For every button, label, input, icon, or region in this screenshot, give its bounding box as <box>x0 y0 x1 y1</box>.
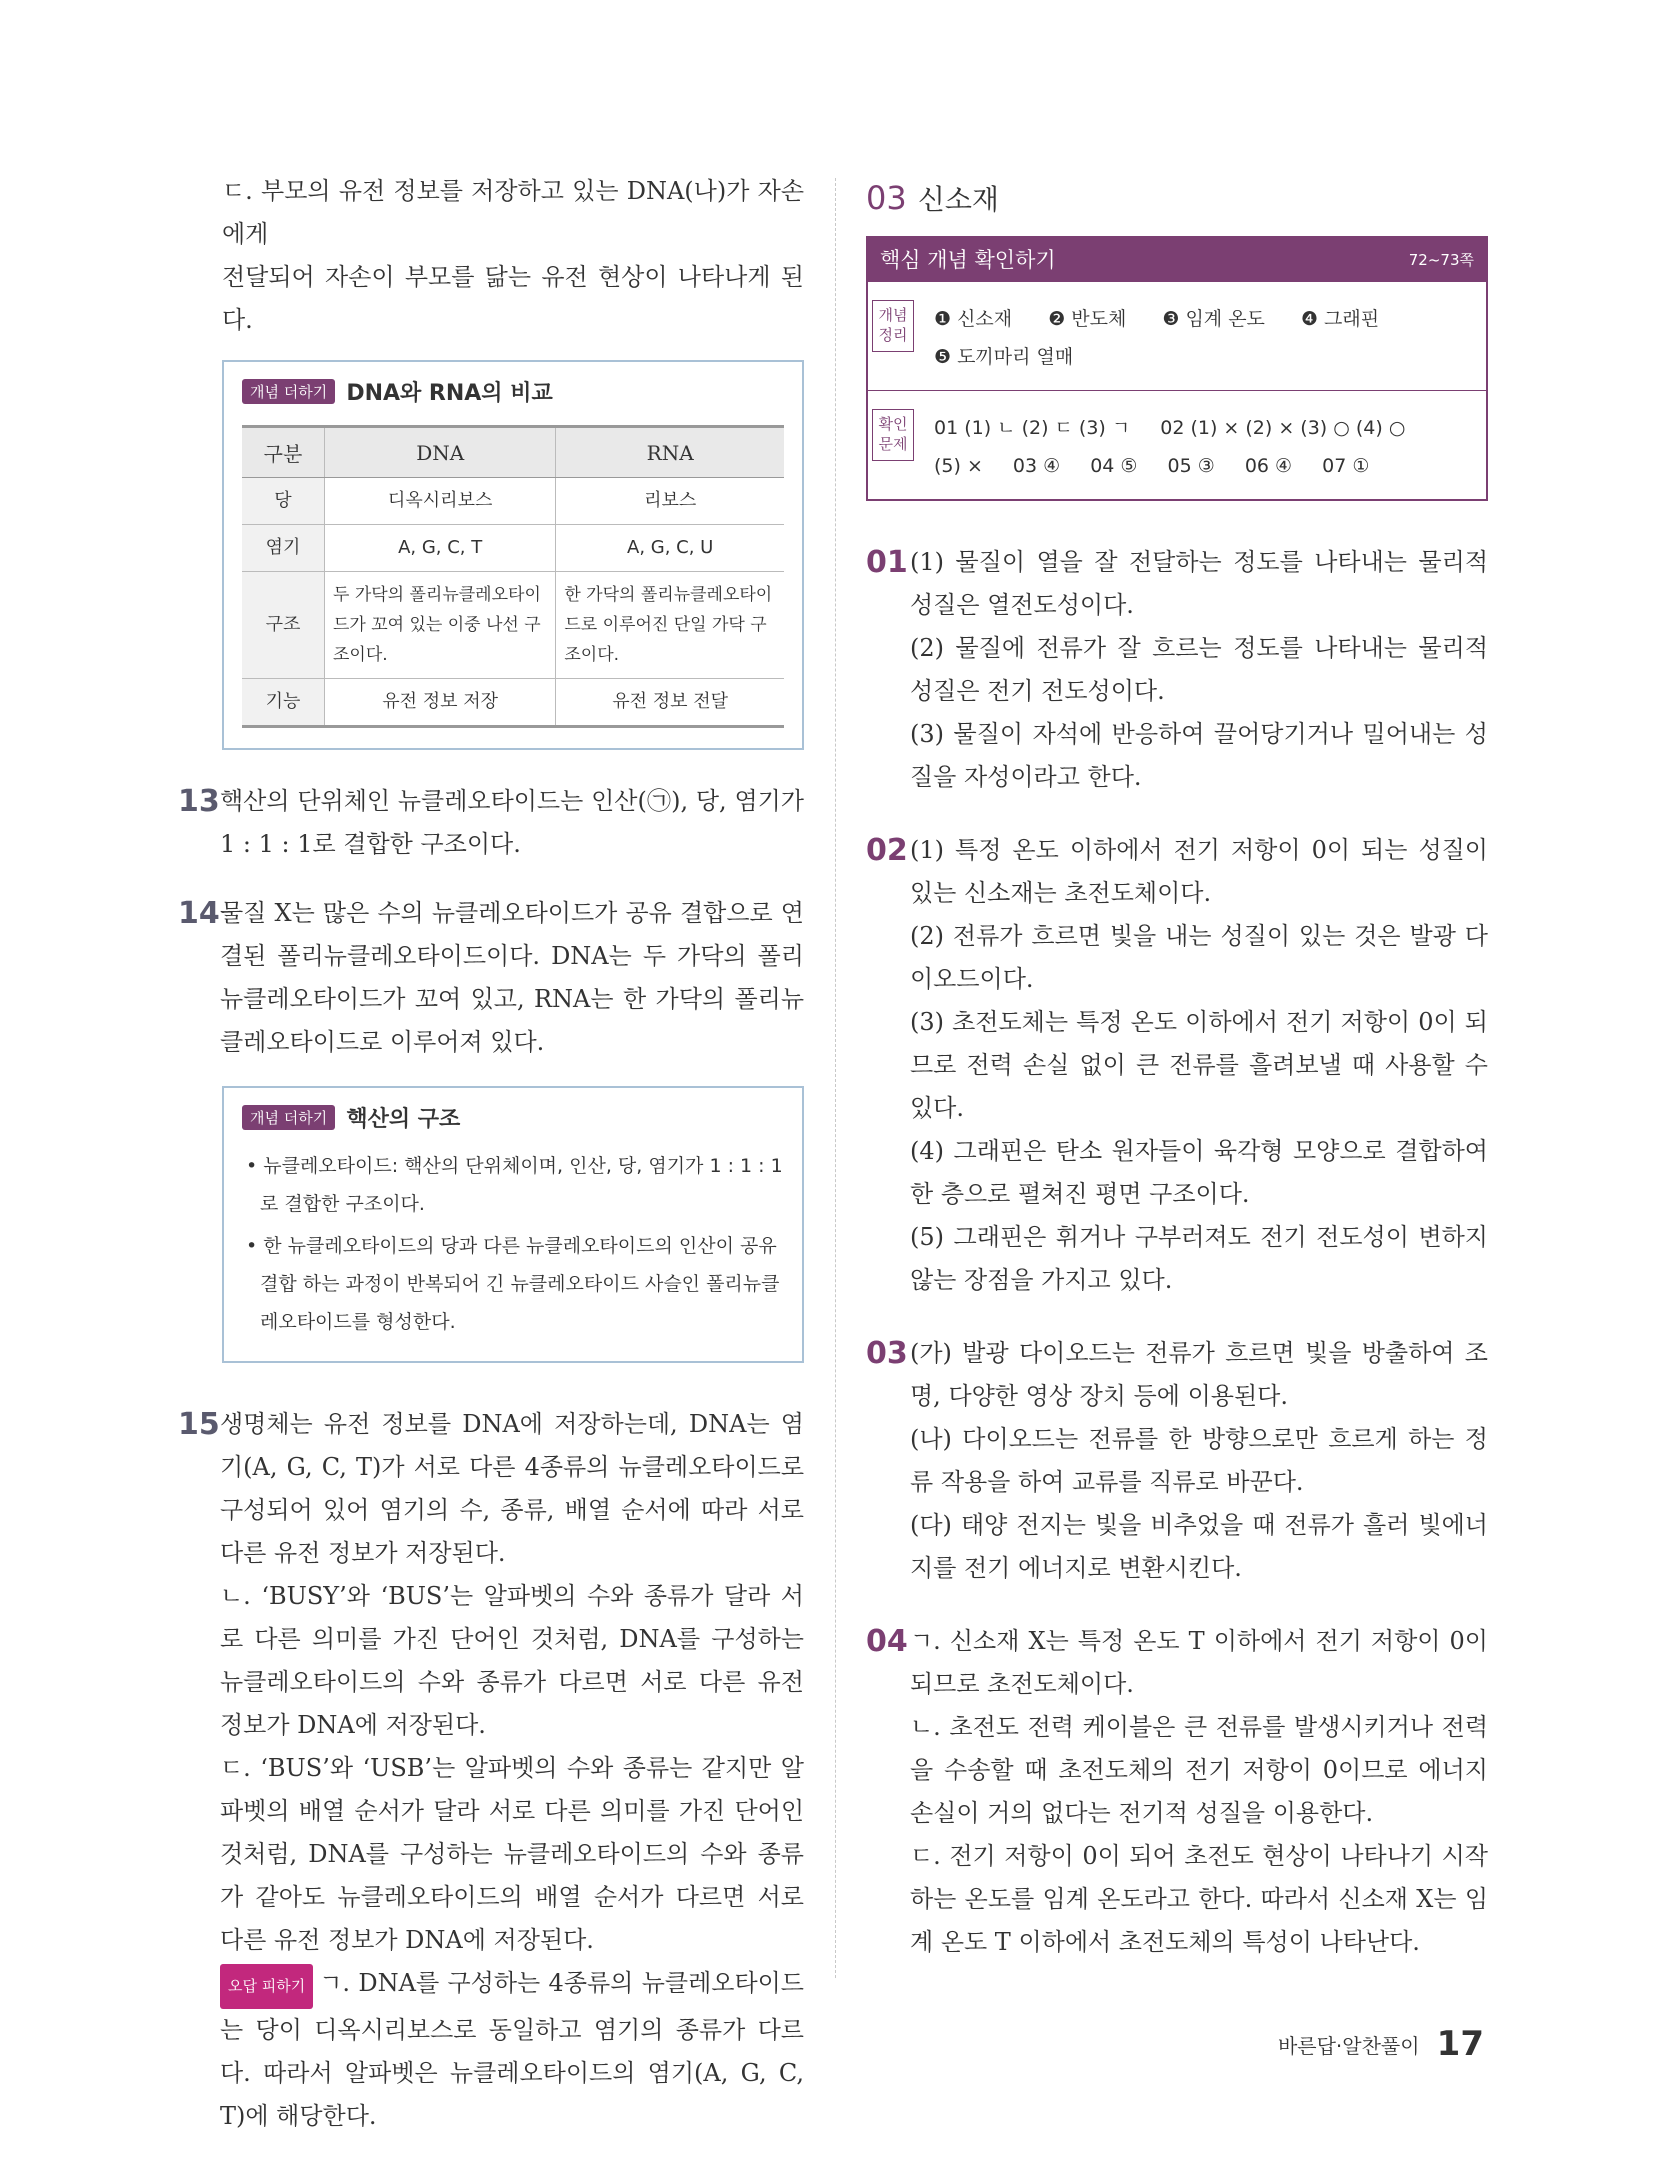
row-header: 염기 <box>242 525 325 572</box>
answer-item: 05 ③ <box>1167 455 1215 477</box>
concept-box-dna-rna <box>222 360 804 750</box>
section-heading <box>866 178 1488 218</box>
answer-line: (2) 전류가 흐르면 빛을 내는 성질이 있는 것은 발광 다이오드이다. <box>910 922 1488 993</box>
answer-line: (4) 그래핀은 탄소 원자들이 육각형 모양으로 결합하여 한 층으로 펼쳐진 평면 구조이다. <box>910 1137 1488 1208</box>
row-header: 기능 <box>242 679 325 727</box>
answer-line: (1) 물질이 열을 잘 전달하는 정도를 나타내는 물리적 성질은 열전도성이다. <box>910 548 1488 619</box>
question-number: 14 <box>178 896 220 931</box>
table-header: DNA <box>325 427 556 478</box>
answer-02 <box>866 829 1488 1302</box>
table-cell: 두 가닥의 폴리뉴클레오타이드가 꼬여 있는 이중 나선 구조이다. <box>325 572 556 679</box>
answer-item: 02 (1) × (2) × (3) ○ (4) ○ <box>1160 417 1406 439</box>
question-15 <box>178 1403 804 2138</box>
intro-line-2: 전달되어 자손이 부모를 닮는 유전 현상이 나타나게 된다. <box>222 263 804 334</box>
table-header: RNA <box>556 427 784 478</box>
answer-line: (3) 초전도체는 특정 온도 이하에서 전기 저항이 0이 되므로 전력 손실 없이 큰 전류를 흘려보낼 때 사용할 수 있다. <box>910 1008 1488 1122</box>
concept-box-title: DNA와 RNA의 비교 <box>346 381 553 406</box>
table-header-row <box>242 427 784 478</box>
answer-item: 06 ④ <box>1244 455 1293 477</box>
table-cell: 한 가닥의 폴리뉴클레오타이드로 이루어진 단일 가닥 구조이다. <box>556 572 784 679</box>
concept-item: ❸ 임계 온도 <box>1162 308 1265 330</box>
answer-number: 03 <box>866 1336 908 1371</box>
question-number: 15 <box>178 1407 220 1442</box>
page-number: 17 <box>1436 2024 1484 2064</box>
bullet-item: • 한 뉴클레오타이드의 당과 다른 뉴클레오타이드의 인산이 공유 결합 하는 과정이 반복되어 긴 뉴클레오타이드 사슬인 폴리뉴클레오타이드를 형성한다. <box>246 1235 780 1333</box>
page-range: 72~73쪽 <box>1408 250 1474 269</box>
row-header: 구조 <box>242 572 325 679</box>
check-problem-row <box>868 390 1486 499</box>
intro-line-1: ㄷ. 부모의 유전 정보를 저장하고 있는 DNA(나)가 자손에게 <box>222 177 804 248</box>
question-text: 물질 X는 많은 수의 뉴클레오타이드가 공유 결합으로 연결된 폴리뉴클레오타이드이다. DNA는 두 가닥의 폴리뉴클레오타이드가 꼬여 있고, RNA는 한 가닥의 폴리뉴클레오타이드로 이루어져 있다. <box>220 899 804 1056</box>
table-header: 구분 <box>242 427 325 478</box>
answer-item: 01 (1) ㄴ (2) ㄷ (3) ㄱ <box>934 417 1131 439</box>
answer-01 <box>866 541 1488 799</box>
table-cell: 유전 정보 전달 <box>556 679 784 727</box>
answer-line: ㄴ. 초전도 전력 케이블은 큰 전류를 발생시키거나 전력을 수송할 때 초전도체의 전기 저항이 0이므로 에너지 손실이 거의 없다는 전기적 성질을 이용한다. <box>910 1713 1488 1827</box>
answer-04 <box>866 1620 1488 1964</box>
left-column <box>178 170 804 2138</box>
question-14 <box>178 892 804 1064</box>
answer-line: (5) 그래핀은 휘거나 구부러져도 전기 전도성이 변하지 않는 장점을 가지고 있다. <box>910 1223 1488 1294</box>
table-row <box>242 525 784 572</box>
answer-line: (다) 태양 전지는 빛을 비추었을 때 전류가 흘러 빛에너지를 전기 에너지로 변환시킨다. <box>910 1511 1488 1582</box>
answer-line: (2) 물질에 전류가 잘 흐르는 정도를 나타내는 물리적 성질은 전기 전도성이다. <box>910 634 1488 705</box>
avoid-wrong-badge: 오답 피하기 <box>220 1964 313 2009</box>
core-concept-title: 핵심 개념 확인하기 <box>880 248 1056 272</box>
paragraph-wrong <box>220 1962 804 2138</box>
paragraph: ㄷ. ‘BUS’와 ‘USB’는 알파벳의 수와 종류는 같지만 알파벳의 배열 순서가 달라 서로 다른 의미를 가진 단어인 것처럼, DNA를 구성하는 뉴클레오타이드의 수와 종류가 같아도 뉴클레오타이드의 배열 순서가 다르면 서로 다른 유전 정보가 DNA에 저장된다. <box>220 1754 804 1954</box>
concept-box-nucleic-acid <box>222 1086 804 1363</box>
concept-item: ❹ 그래핀 <box>1300 308 1380 330</box>
table-cell: 리보스 <box>556 478 784 525</box>
table-cell: A, G, C, T <box>325 525 556 572</box>
concept-plus-badge: 개념 더하기 <box>242 379 335 404</box>
answer-item: 04 ⑤ <box>1090 455 1138 477</box>
paragraph: ㄴ. ‘BUSY’와 ‘BUS’는 알파벳의 수와 종류가 달라 서로 다른 의미를 가진 단어인 것처럼, DNA를 구성하는 뉴클레오타이드의 수와 종류가 다르면 서로 다른 유전 정보가 DNA에 저장된다. <box>220 1582 804 1739</box>
answer-number: 02 <box>866 833 908 868</box>
table-row <box>242 478 784 525</box>
check-problem-tag: 확인문제 <box>872 409 914 461</box>
answer-body <box>910 1620 1488 1964</box>
table-row <box>242 679 784 727</box>
row-header: 당 <box>242 478 325 525</box>
answer-line: (나) 다이오드는 전류를 한 방향으로만 흐르게 하는 정류 작용을 하여 교류를 직류로 바꾼다. <box>910 1425 1488 1496</box>
table-cell: 유전 정보 저장 <box>325 679 556 727</box>
answer-item: 03 ④ <box>1012 455 1061 477</box>
table-cell: 디옥시리보스 <box>325 478 556 525</box>
concept-item: ❶ 신소재 <box>934 308 1013 330</box>
page-footer <box>1278 2024 1484 2064</box>
column-divider <box>835 178 837 1978</box>
concept-item: ❺ 도끼마리 열매 <box>934 346 1074 368</box>
section-title: 신소재 <box>917 183 999 216</box>
concept-item: ❷ 반도체 <box>1048 308 1127 330</box>
table-cell: A, G, C, U <box>556 525 784 572</box>
concept-summary-tag: 개념정리 <box>872 300 914 352</box>
concept-plus-badge: 개념 더하기 <box>242 1105 335 1130</box>
answer-line: ㄷ. 전기 저항이 0이 되어 초전도 현상이 나타나기 시작하는 온도를 임계 온도라고 한다. 따라서 신소재 X는 임계 온도 T 이하에서 초전도체의 특성이 나타난다. <box>910 1842 1488 1956</box>
core-concept-header <box>868 236 1486 282</box>
bullet-item: • 뉴클레오타이드: 핵산의 단위체이며, 인산, 당, 염기가 1 : 1 : 1로 결합한 구조이다. <box>246 1155 783 1215</box>
paragraph-text: ㄱ. DNA를 구성하는 4종류의 뉴클레오타이드는 당이 디옥시리보스로 동일하고 염기의 종류가 다르다. 따라서 알파벳은 뉴클레오타이드의 염기(A, G, C, T)에 해당한다. <box>220 1969 804 2130</box>
answer-line: (1) 특정 온도 이하에서 전기 저항이 0이 되는 성질이 있는 신소재는 초전도체이다. <box>910 836 1488 907</box>
right-column <box>866 170 1488 1964</box>
answer-body <box>910 829 1488 1302</box>
section-number: 03 <box>866 179 907 217</box>
question-text: 핵산의 단위체인 뉴클레오타이드는 인산(㉠), 당, 염기가 1 : 1 : 1로 결합한 구조이다. <box>220 787 804 858</box>
table-row <box>242 572 784 679</box>
concept-box-title: 핵산의 구조 <box>346 1107 461 1132</box>
core-concept-box <box>866 236 1488 501</box>
answer-item: 07 ① <box>1322 455 1370 477</box>
concept-summary-row <box>868 282 1486 390</box>
answer-line: (3) 물질이 자석에 반응하여 끌어당기거나 밀어내는 성질을 자성이라고 한다. <box>910 720 1488 791</box>
answer-item: (5) × <box>934 455 983 477</box>
concept-list <box>934 300 1476 376</box>
question-13 <box>178 780 804 866</box>
answer-line: (가) 발광 다이오드는 전류가 흐르면 빛을 방출하여 조명, 다양한 영상 장치 등에 이용된다. <box>910 1339 1488 1410</box>
paragraph: 생명체는 유전 정보를 DNA에 저장하는데, DNA는 염기(A, G, C, T)가 서로 다른 4종류의 뉴클레오타이드로 구성되어 있어 염기의 수, 종류, 배열 순서에 따라 서로 다른 유전 정보가 저장된다. <box>220 1410 804 1567</box>
answer-03 <box>866 1332 1488 1590</box>
answer-list <box>934 409 1476 485</box>
question-body <box>220 1403 804 2138</box>
answer-body <box>910 541 1488 799</box>
footer-book-title: 바른답·알찬풀이 <box>1277 2033 1420 2058</box>
answer-line: ㄱ. 신소재 X는 특정 온도 T 이하에서 전기 저항이 0이 되므로 초전도체이다. <box>910 1627 1488 1698</box>
answer-number: 04 <box>866 1624 908 1659</box>
dna-rna-table <box>242 425 784 728</box>
answer-number: 01 <box>866 545 908 580</box>
answer-body <box>910 1332 1488 1590</box>
question-number: 13 <box>178 784 220 819</box>
